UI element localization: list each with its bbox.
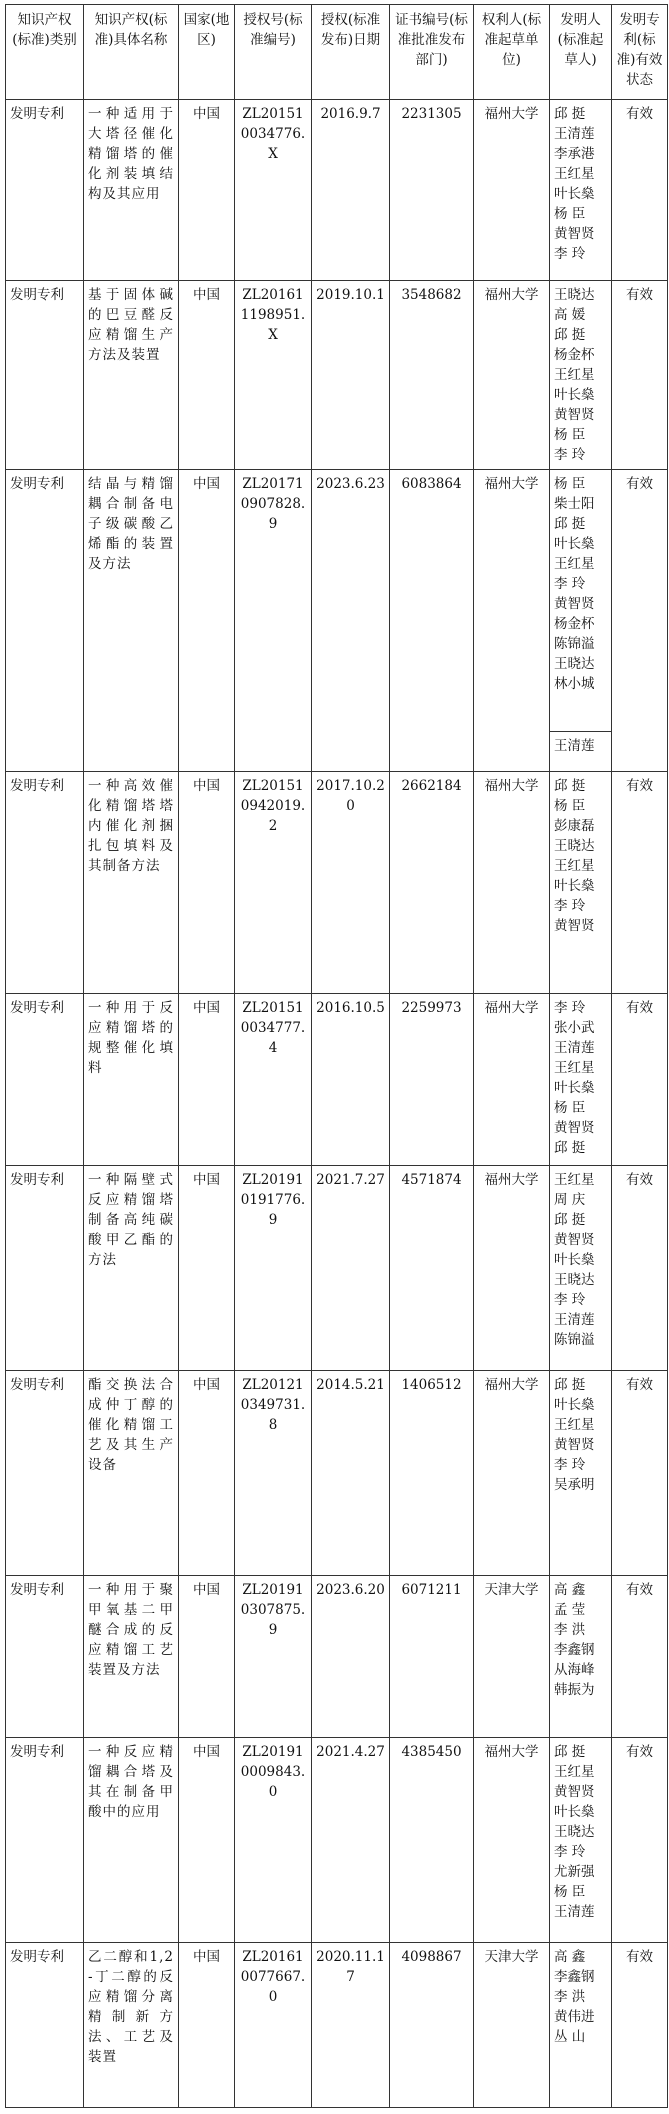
inventor-name: 韩振为 <box>554 1682 595 1698</box>
table-row <box>6 100 668 281</box>
inventor-name: 杨 臣 <box>554 427 586 443</box>
inventor-name: 王红星 <box>554 1764 595 1780</box>
inventor-name: 叶长燊 <box>554 1397 595 1413</box>
cell-auth-no: ZL201510034776.X <box>235 100 312 281</box>
cell-owner: 天津大学 <box>474 1576 550 1738</box>
cell-date: 2021.7.27 <box>312 1166 390 1371</box>
cell-type: 发明专利 <box>6 1166 84 1371</box>
header-row <box>6 5 668 100</box>
inventor-name: 黄智贤 <box>554 1232 595 1248</box>
inventor-name: 杨金杯 <box>554 347 595 363</box>
cell-auth-no: ZL201610077667.0 <box>235 1943 312 2108</box>
inventor-name: 杨 臣 <box>554 1100 586 1116</box>
cell-auth-no: ZL201510034777.4 <box>235 994 312 1166</box>
inventor-name: 王晓达 <box>554 838 595 854</box>
cell-inventors <box>550 1166 612 1371</box>
cell-country: 中国 <box>179 100 235 281</box>
table-row <box>6 1166 668 1371</box>
table-row <box>6 1943 668 2108</box>
inventor-name: 陈锦溢 <box>554 1332 595 1348</box>
inventor-name: 王红星 <box>554 1172 595 1188</box>
cell-country: 中国 <box>179 1943 235 2108</box>
inventor-name: 林小城 <box>554 676 595 692</box>
cell-status: 有效 <box>612 1738 668 1943</box>
inventor-name: 李承港 <box>554 146 595 162</box>
cell-type: 发明专利 <box>6 1738 84 1943</box>
cell-status: 有效 <box>612 470 668 772</box>
cell-name: 一种用于聚甲氧基二甲醚合成的反应精馏工艺装置及方法 <box>84 1576 179 1738</box>
cell-name: 一种反应精馏耦合塔及其在制备甲酸中的应用 <box>84 1738 179 1943</box>
header-type: 知识产权(标准)类别 <box>6 5 84 100</box>
inventor-name: 李 玲 <box>554 246 586 262</box>
cell-cert: 6083864 <box>390 470 474 772</box>
cell-type: 发明专利 <box>6 1576 84 1738</box>
cell-country: 中国 <box>179 470 235 772</box>
cell-owner: 福州大学 <box>474 281 550 470</box>
inventor-name: 李 玲 <box>554 1457 586 1473</box>
cell-auth-no: ZL201910191776.9 <box>235 1166 312 1371</box>
inventor-name: 张小武 <box>554 1020 595 1036</box>
cell-country: 中国 <box>179 994 235 1166</box>
inventor-name: 邱 挺 <box>554 327 586 343</box>
cell-name: 一种高效催化精馏塔塔内催化剂捆扎包填料及其制备方法 <box>84 772 179 994</box>
inventor-name: 邱 挺 <box>554 1744 586 1760</box>
cell-date: 2021.4.27 <box>312 1738 390 1943</box>
table-row <box>6 772 668 994</box>
cell-type: 发明专利 <box>6 470 84 772</box>
inventor-name: 高 鑫 <box>554 1949 586 1965</box>
table-row <box>6 470 668 732</box>
inventor-name: 叶长燊 <box>554 1252 595 1268</box>
cell-status: 有效 <box>612 100 668 281</box>
cell-name: 一种隔壁式反应精馏塔制备高纯碳酸甲乙酯的方法 <box>84 1166 179 1371</box>
inventor-name: 尤新强 <box>554 1864 595 1880</box>
cell-country: 中国 <box>179 1371 235 1576</box>
cell-owner: 福州大学 <box>474 1371 550 1576</box>
inventor-name: 李 玲 <box>554 447 586 463</box>
cell-type: 发明专利 <box>6 1943 84 2108</box>
header-date: 授权(标准发布)日期 <box>312 5 390 100</box>
cell-auth-no: ZL201710907828.9 <box>235 470 312 772</box>
cell-inventors <box>550 732 612 772</box>
cell-cert: 4098867 <box>390 1943 474 2108</box>
inventor-name: 杨 臣 <box>554 476 586 492</box>
cell-auth-no: ZL201510942019.2 <box>235 772 312 994</box>
inventor-name: 孟 莹 <box>554 1602 586 1618</box>
inventor-name: 黄智贤 <box>554 226 595 242</box>
inventor-name: 王红星 <box>554 166 595 182</box>
cell-status: 有效 <box>612 1166 668 1371</box>
cell-cert: 4571874 <box>390 1166 474 1371</box>
header-inventors: 发明人(标准起草人) <box>550 5 612 100</box>
cell-name: 乙二醇和1,2-丁二醇的反应精馏分离精制新方法、工艺及装置 <box>84 1943 179 2108</box>
cell-name: 一种适用于大塔径催化精馏塔的催化剂装填结构及其应用 <box>84 100 179 281</box>
cell-type: 发明专利 <box>6 994 84 1166</box>
cell-auth-no: ZL201210349731.8 <box>235 1371 312 1576</box>
inventor-name: 李 玲 <box>554 1844 586 1860</box>
inventor-name: 黄智贤 <box>554 1437 595 1453</box>
cell-status: 有效 <box>612 1371 668 1576</box>
cell-inventors <box>550 470 612 732</box>
inventor-name: 黄智贤 <box>554 918 595 934</box>
cell-inventors <box>550 1576 612 1738</box>
table-body <box>6 100 668 2108</box>
table-row <box>6 281 668 470</box>
header-owner: 权利人(标准起草单位) <box>474 5 550 100</box>
inventor-name: 黄智贤 <box>554 1120 595 1136</box>
table-row <box>6 1576 668 1738</box>
cell-name: 基于固体碱的巴豆醛反应精馏生产方法及装置 <box>84 281 179 470</box>
cell-country: 中国 <box>179 1166 235 1371</box>
inventor-name: 王红星 <box>554 858 595 874</box>
cell-inventors <box>550 1371 612 1576</box>
cell-country: 中国 <box>179 1576 235 1738</box>
inventor-name: 邱 挺 <box>554 1140 586 1156</box>
inventor-name: 高 媛 <box>554 307 586 323</box>
cell-cert: 2231305 <box>390 100 474 281</box>
inventor-name: 吴承明 <box>554 1477 595 1493</box>
inventor-name: 王清莲 <box>554 126 595 142</box>
cell-inventors <box>550 994 612 1166</box>
inventor-name: 王清莲 <box>554 1040 595 1056</box>
cell-cert: 4385450 <box>390 1738 474 1943</box>
table-row <box>6 1371 668 1576</box>
cell-inventors <box>550 1738 612 1943</box>
inventor-name: 王晓达 <box>554 656 595 672</box>
inventor-name: 王清莲 <box>554 1312 595 1328</box>
inventor-name: 丛 山 <box>554 2029 586 2045</box>
cell-country: 中国 <box>179 1738 235 1943</box>
cell-cert: 6071211 <box>390 1576 474 1738</box>
cell-date: 2014.5.21 <box>312 1371 390 1576</box>
inventor-name: 叶长燊 <box>554 1080 595 1096</box>
inventor-name: 叶长燊 <box>554 536 595 552</box>
cell-inventors <box>550 772 612 994</box>
cell-inventors <box>550 1943 612 2108</box>
inventor-name: 叶长燊 <box>554 387 595 403</box>
inventor-name: 王晓达 <box>554 287 595 303</box>
inventor-name: 邱 挺 <box>554 778 586 794</box>
inventor-name: 王红星 <box>554 1060 595 1076</box>
inventor-name: 叶长燊 <box>554 878 595 894</box>
table-row <box>6 1738 668 1943</box>
inventor-name: 李 玲 <box>554 576 586 592</box>
patent-table <box>5 4 668 2108</box>
inventor-name: 黄智贤 <box>554 407 595 423</box>
inventor-name: 邱 挺 <box>554 1377 586 1393</box>
cell-auth-no: ZL201910307875.9 <box>235 1576 312 1738</box>
cell-cert: 1406512 <box>390 1371 474 1576</box>
inventor-name: 杨 臣 <box>554 798 586 814</box>
inventor-name: 王红星 <box>554 367 595 383</box>
cell-owner: 福州大学 <box>474 470 550 772</box>
inventor-name: 李 玲 <box>554 898 586 914</box>
inventor-name: 陈锦溢 <box>554 636 595 652</box>
inventor-name: 王红星 <box>554 556 595 572</box>
inventor-name: 李鑫钢 <box>554 1642 595 1658</box>
inventor-name: 李 玲 <box>554 1000 586 1016</box>
inventor-name: 黄智贤 <box>554 1784 595 1800</box>
cell-name: 结晶与精馏耦合制备电子级碳酸乙烯酯的装置及方法 <box>84 470 179 772</box>
cell-type: 发明专利 <box>6 100 84 281</box>
inventor-name: 李鑫钢 <box>554 1969 595 1985</box>
cell-date: 2016.9.7 <box>312 100 390 281</box>
cell-date: 2023.6.20 <box>312 1576 390 1738</box>
cell-date: 2023.6.23 <box>312 470 390 772</box>
cell-cert: 2662184 <box>390 772 474 994</box>
inventor-name: 周 庆 <box>554 1192 586 1208</box>
inventor-name: 王清莲 <box>554 1904 595 1920</box>
inventor-name: 王晓达 <box>554 1272 595 1288</box>
inventor-name: 邱 挺 <box>554 1212 586 1228</box>
inventor-name: 王晓达 <box>554 1824 595 1840</box>
cell-name: 一种用于反应精馏塔的规整催化填料 <box>84 994 179 1166</box>
inventor-name: 李 洪 <box>554 1622 586 1638</box>
inventor-name: 叶长燊 <box>554 186 595 202</box>
inventor-name: 从海峰 <box>554 1662 595 1678</box>
inventor-name: 李 洪 <box>554 1989 586 2005</box>
cell-owner: 福州大学 <box>474 994 550 1166</box>
inventor-name: 柴士阳 <box>554 496 595 512</box>
inventor-name: 王红星 <box>554 1417 595 1433</box>
cell-cert: 3548682 <box>390 281 474 470</box>
cell-status: 有效 <box>612 281 668 470</box>
header-name: 知识产权(标准)具体名称 <box>84 5 179 100</box>
cell-inventors <box>550 100 612 281</box>
cell-date: 2019.10.1 <box>312 281 390 470</box>
cell-type: 发明专利 <box>6 1371 84 1576</box>
inventor-name: 叶长燊 <box>554 1804 595 1820</box>
cell-inventors <box>550 281 612 470</box>
inventor-name: 杨 臣 <box>554 206 586 222</box>
cell-date: 2016.10.5 <box>312 994 390 1166</box>
cell-status: 有效 <box>612 994 668 1166</box>
header-country: 国家(地区) <box>179 5 235 100</box>
inventor-name: 杨 臣 <box>554 1884 586 1900</box>
cell-status: 有效 <box>612 772 668 994</box>
inventor-name: 高 鑫 <box>554 1582 586 1598</box>
cell-owner: 天津大学 <box>474 1943 550 2108</box>
cell-owner: 福州大学 <box>474 1738 550 1943</box>
header-auth-no: 授权号(标准编号) <box>235 5 312 100</box>
cell-date: 2017.10.20 <box>312 772 390 994</box>
header-status: 发明专利(标准)有效状态 <box>612 5 668 100</box>
cell-status: 有效 <box>612 1576 668 1738</box>
cell-type: 发明专利 <box>6 772 84 994</box>
cell-country: 中国 <box>179 772 235 994</box>
cell-owner: 福州大学 <box>474 100 550 281</box>
cell-auth-no: ZL201611198951.X <box>235 281 312 470</box>
cell-type: 发明专利 <box>6 281 84 470</box>
cell-cert: 2259973 <box>390 994 474 1166</box>
inventor-name: 杨金杯 <box>554 616 595 632</box>
inventor-name: 王清莲 <box>554 738 595 754</box>
inventor-name: 邱 挺 <box>554 516 586 532</box>
cell-status: 有效 <box>612 1943 668 2108</box>
cell-owner: 福州大学 <box>474 1166 550 1371</box>
header-cert: 证书编号(标准批准发布部门) <box>390 5 474 100</box>
inventor-name: 彭康磊 <box>554 818 595 834</box>
table-row <box>6 994 668 1166</box>
cell-auth-no: ZL201910009843.0 <box>235 1738 312 1943</box>
inventor-name: 黄智贤 <box>554 596 595 612</box>
cell-date: 2020.11.17 <box>312 1943 390 2108</box>
inventor-name: 黄伟进 <box>554 2009 595 2025</box>
inventor-name: 李 玲 <box>554 1292 586 1308</box>
cell-owner: 福州大学 <box>474 772 550 994</box>
cell-country: 中国 <box>179 281 235 470</box>
cell-name: 酯交换法合成仲丁醇的催化精馏工艺及其生产设备 <box>84 1371 179 1576</box>
inventor-name: 邱 挺 <box>554 106 586 122</box>
